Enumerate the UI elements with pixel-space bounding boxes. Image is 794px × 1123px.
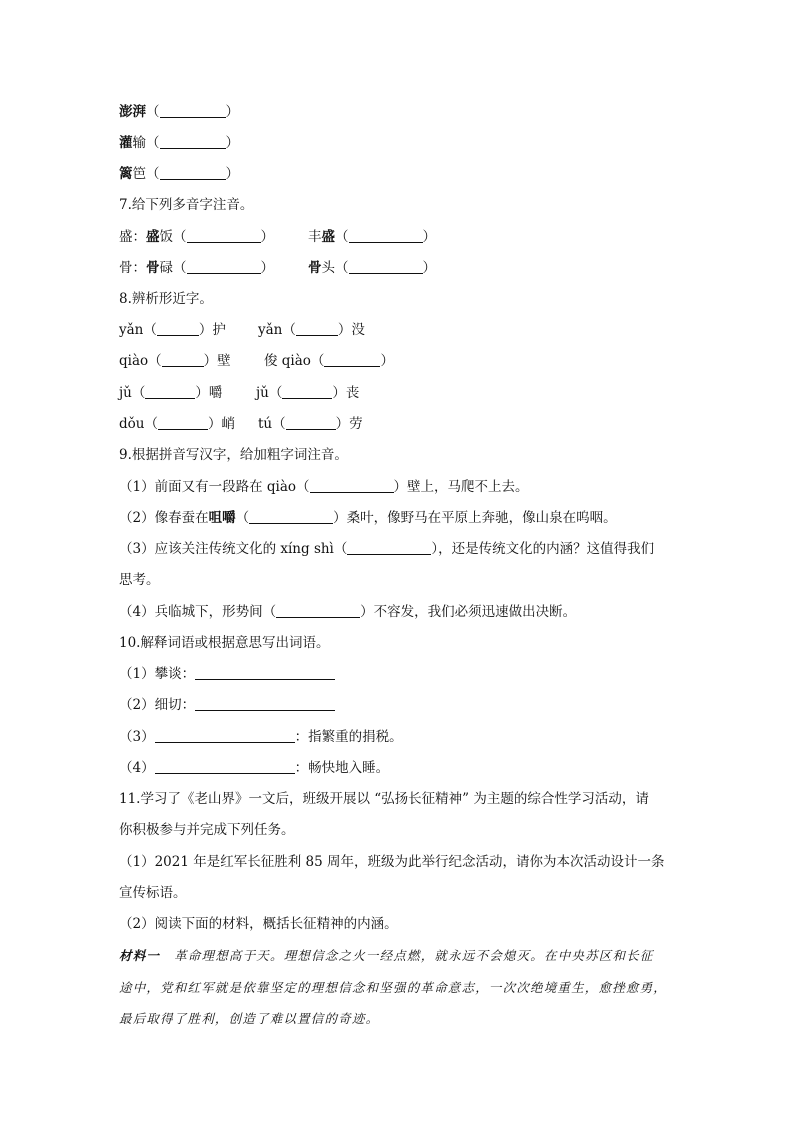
q7-row-2-b: 骨头（ ）	[308, 260, 436, 276]
q11-task-1: （1）2021 年是红军长征胜利 85 周年，班级为此举行纪念活动，请你为本次活动设计一条	[119, 854, 665, 870]
q10-title: 10.解释词语或根据意思写出词语。	[119, 635, 330, 651]
answer-blank[interactable]	[347, 540, 431, 555]
answer-line[interactable]	[155, 728, 295, 743]
answer-line[interactable]	[195, 665, 335, 680]
material-1-line-2: 途中，党和红军就是依靠坚定的理想信念和坚强的革命意志，一次次绝境重生，愈挫愈勇，	[119, 980, 668, 995]
answer-blank[interactable]	[249, 509, 333, 524]
answer-blank[interactable]	[187, 228, 261, 243]
q9-item-1: （1）前面又有一段路在 qiào（ ）壁上，马爬不上去。	[119, 479, 529, 495]
material-1-line-1: 材料一 革命理想高于天。理想信念之火一经点燃，就永远不会熄灭。在中央苏区和长征	[119, 948, 654, 963]
q7-row-1: 盛：盛饭（ ）	[119, 229, 274, 245]
q6-item-1: 澎湃（ ）	[119, 104, 239, 120]
q8-title: 8.辨析形近字。	[119, 291, 213, 307]
answer-blank[interactable]	[160, 103, 226, 118]
material-label: 材料一	[119, 948, 161, 963]
q6-item-2: 灌输（ ）	[119, 135, 239, 151]
q9-item-2: （2）像春蚕在咀嚼（ ）桑叶，像野马在平原上奔驰，像山泉在呜咽。	[119, 510, 617, 526]
q10-item-1: （1）攀谈：	[119, 664, 335, 684]
q8-row-4-left: dǒu（ ）峭	[119, 416, 235, 432]
q10-item-3: （3） ：指繁重的捐税。	[119, 729, 403, 745]
q6-item-3: 篱笆（ ）	[119, 166, 239, 182]
q11-task-1-cont: 宣传标语。	[119, 885, 187, 901]
q6-item-1-word: 澎湃	[119, 104, 146, 120]
q10-item-4: （4） ：畅快地入睡。	[119, 760, 390, 776]
answer-blank[interactable]	[145, 384, 195, 399]
q9-title: 9.根据拼音写汉字，给加粗字词注音。	[119, 447, 348, 463]
q11-task-2: （2）阅读下面的材料，概括长征精神的内涵。	[119, 916, 398, 932]
answer-blank[interactable]	[157, 321, 199, 336]
answer-blank[interactable]	[349, 259, 423, 274]
answer-blank[interactable]	[282, 384, 332, 399]
q8-row-3-right: jǔ（ ）丧	[256, 385, 360, 401]
q9-item-4: （4）兵临城下，形势间（ ）不容发，我们必须迅速做出决断。	[119, 604, 577, 620]
q8-row-4-right: tú（ ）劳	[258, 416, 363, 432]
answer-blank[interactable]	[324, 352, 380, 367]
answer-blank[interactable]	[276, 603, 360, 618]
answer-blank[interactable]	[160, 165, 226, 180]
answer-blank[interactable]	[162, 352, 204, 367]
answer-blank[interactable]	[296, 321, 338, 336]
q8-row-1-right: yǎn（ ）没	[258, 322, 365, 338]
material-1-line-3: 最后取得了胜利，创造了难以置信的奇迹。	[119, 1011, 380, 1026]
q8-row-2-right: 俊 qiào（ ）	[264, 353, 394, 369]
q11-intro-line-2: 你积极参与并完成下列任务。	[119, 822, 295, 838]
q10-item-2: （2）细切：	[119, 695, 335, 715]
q8-row-1-left: yǎn（ ）护	[119, 322, 226, 338]
q7-title: 7.给下列多音字注音。	[119, 197, 254, 213]
answer-blank[interactable]	[158, 415, 208, 430]
q7-row-1-b: 丰盛（ ）	[308, 229, 436, 245]
q8-row-3-left: jǔ（ ）嚼	[119, 385, 223, 401]
q9-item-3-cont: 思考。	[119, 572, 160, 588]
q11-intro-line-1: 11.学习了《老山界》一文后，班级开展以 “弘扬长征精神” 为主题的综合性学习活动，请	[119, 791, 649, 807]
q9-item-3: （3）应该关注传统文化的 xíng shì（ ），还是传统文化的内涵？这值得我们	[119, 541, 655, 557]
answer-line[interactable]	[155, 759, 295, 774]
answer-line[interactable]	[195, 696, 335, 711]
q7-row-2: 骨：骨碌（ ）	[119, 260, 274, 276]
answer-blank[interactable]	[310, 478, 394, 493]
answer-blank[interactable]	[187, 259, 261, 274]
answer-blank[interactable]	[286, 415, 336, 430]
answer-blank[interactable]	[160, 134, 226, 149]
answer-blank[interactable]	[349, 228, 423, 243]
q8-row-2-left: qiào（ ）壁	[119, 353, 231, 369]
